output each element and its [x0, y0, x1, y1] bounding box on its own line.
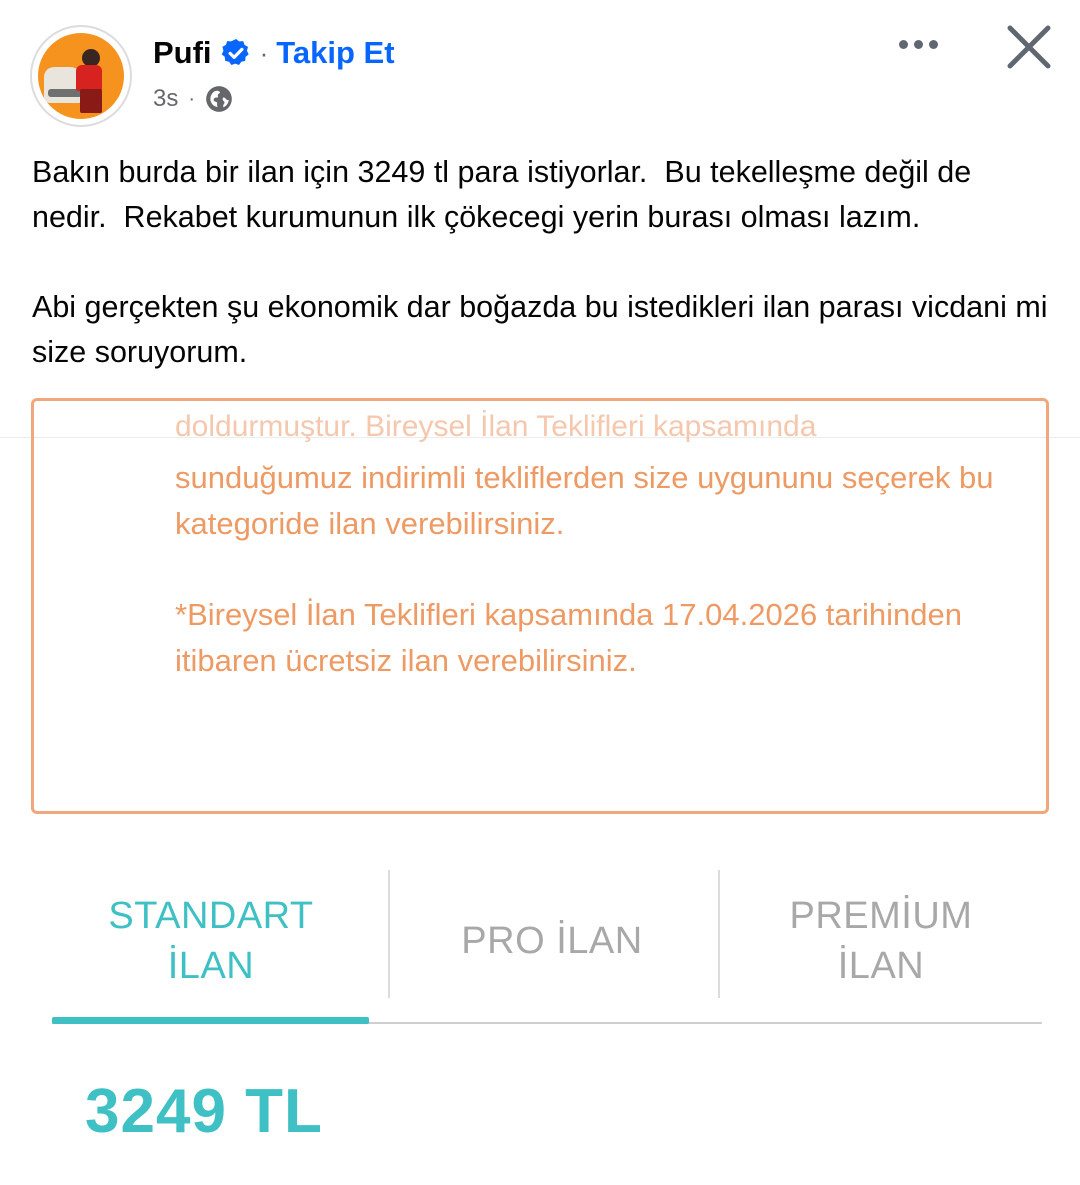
- verified-badge-icon: [220, 37, 252, 69]
- post-meta: [153, 83, 233, 115]
- separator-dot: ·: [259, 37, 269, 68]
- tab-selected-indicator: [52, 1017, 369, 1024]
- author-name[interactable]: Pufi: [153, 35, 212, 70]
- close-icon[interactable]: [1002, 20, 1056, 74]
- notice-text: [175, 455, 1035, 684]
- post-image[interactable]: [0, 410, 1080, 1185]
- avatar-image: [38, 33, 124, 119]
- notice-line: *Bireysel İlan Teklifleri kapsamında 17.04.2026 tarihinden itibaren ücretsiz ilan verebilirsiniz.: [175, 597, 962, 678]
- more-options-icon[interactable]: [888, 24, 948, 64]
- post-text: [32, 150, 1056, 375]
- post-paragraph: Bakın burda bir ilan için 3249 tl para istiyorlar. Bu tekelleşme değil de nedir. Rekabet kurumunun ilk çökecegi yerin burası olması lazım.: [32, 155, 980, 234]
- listing-price: 3249 TL: [85, 1077, 323, 1146]
- listing-type-tabs: [52, 866, 1042, 1026]
- notice-partial-line: doldurmuştur. Bireysel İlan Teklifleri kapsamında: [175, 410, 817, 443]
- tab-standart-ilan[interactable]: STANDART İLAN: [108, 895, 314, 987]
- author-row: [153, 33, 395, 73]
- notice-line: sunduğumuz indirimli tekliflerden size uygununu seçerek bu kategoride ilan verebilirsiniz.: [175, 460, 994, 541]
- post-header: [0, 0, 1080, 130]
- meta-separator: ·: [188, 87, 196, 110]
- globe-icon[interactable]: [205, 85, 233, 113]
- tab-pro-ilan[interactable]: PRO İLAN: [461, 920, 643, 962]
- avatar[interactable]: [30, 25, 132, 127]
- follow-button[interactable]: Takip Et: [276, 35, 395, 70]
- post-time[interactable]: 3s: [153, 85, 179, 112]
- tab-premium-ilan[interactable]: PREMİUM İLAN: [789, 895, 973, 987]
- post-paragraph: Abi gerçekten şu ekonomik dar boğazda bu istedikleri ilan parası vicdani mi size soruyorum.: [32, 290, 1056, 369]
